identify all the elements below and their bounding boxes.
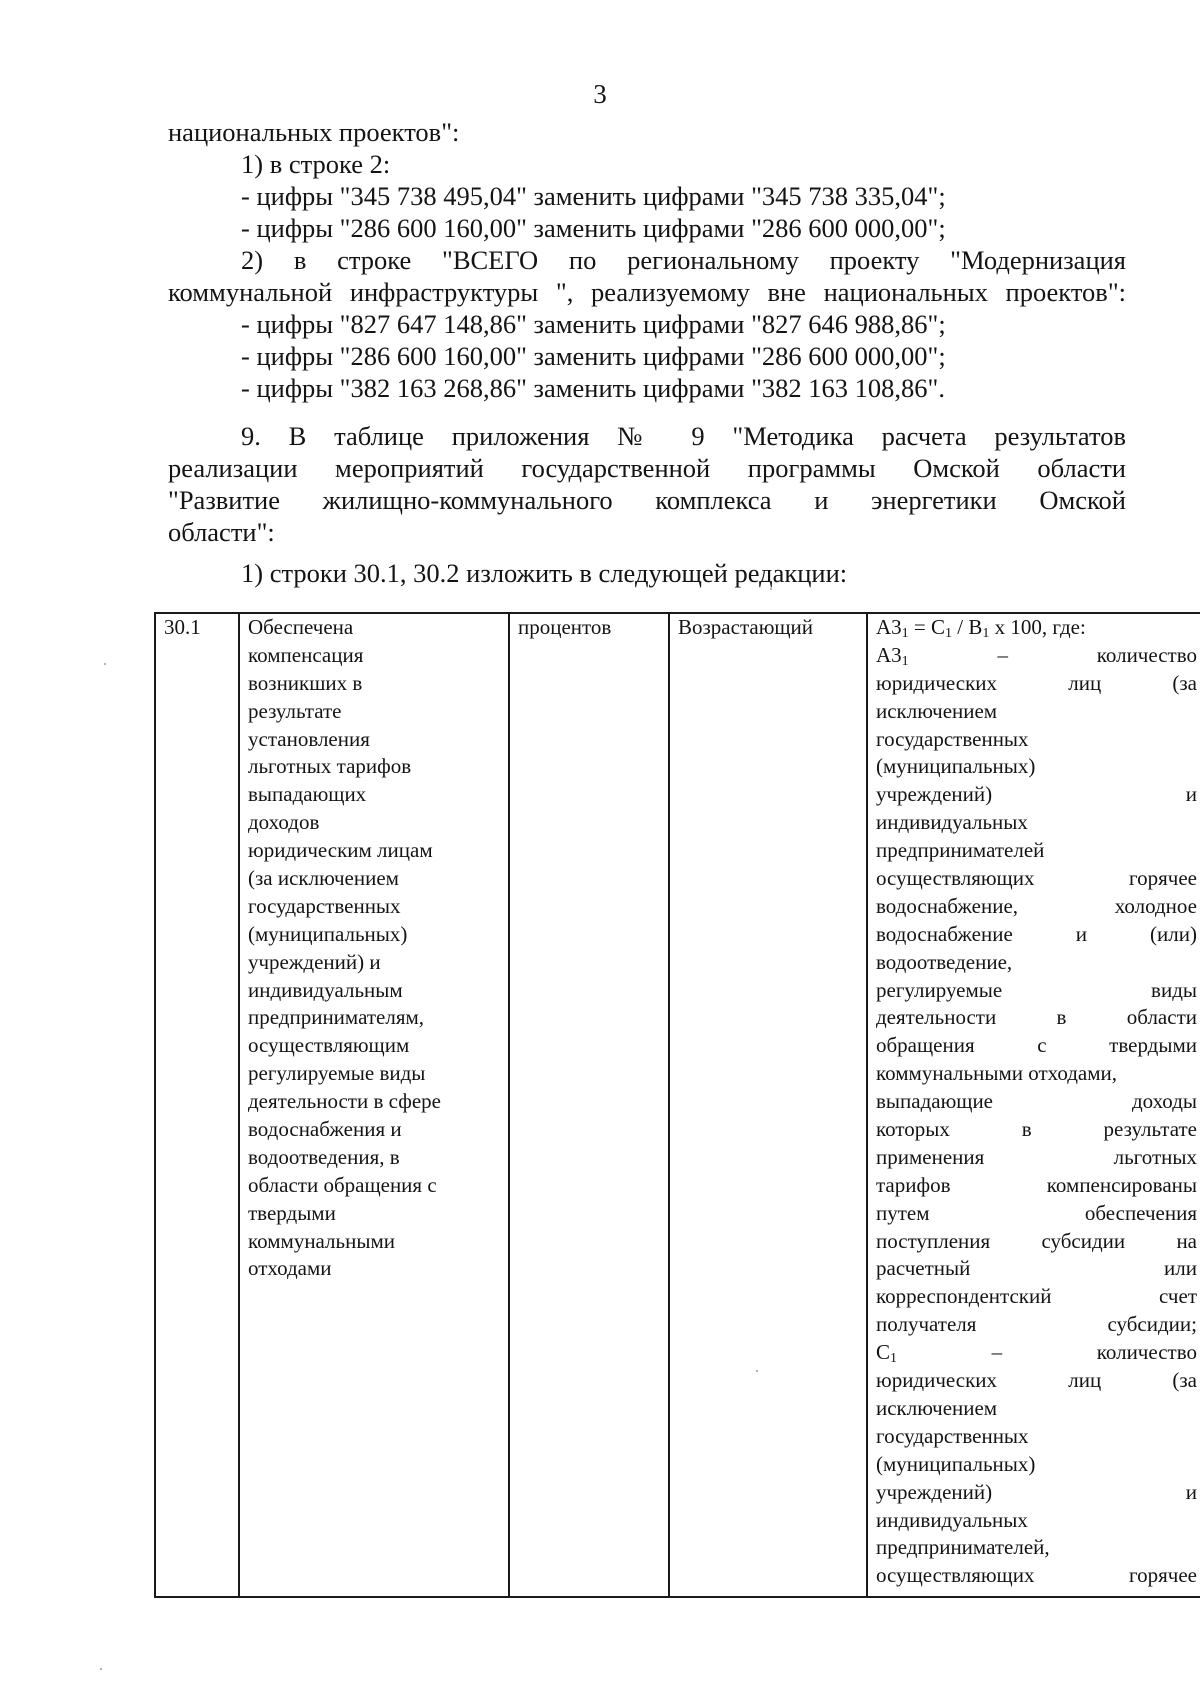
cell-line: юридических лиц (за <box>876 1368 1197 1393</box>
cell-unit: процентов <box>509 613 669 1597</box>
cell-line: компенсация <box>248 642 364 667</box>
cell-line: доходов <box>248 810 320 835</box>
cell-line: предпринимателей <box>876 838 1045 863</box>
item2-line1: 2) в строке "ВСЕГО по региональному проекту "Модернизация <box>241 245 1126 275</box>
point9-line: области": <box>168 517 275 547</box>
cell-line: водоснабжение и (или) <box>876 921 1197 946</box>
cell-line: осуществляющих горячее <box>876 866 1197 891</box>
cell-line: юридических лиц (за <box>876 670 1197 695</box>
cell-line: путем обеспечения <box>876 1200 1197 1225</box>
cell-line: индивидуальных <box>876 1507 1028 1532</box>
cell-row-number: 30.1 <box>155 613 239 1597</box>
cell-trend: Возрастающий <box>669 613 867 1597</box>
cell-line: учреждений) и <box>876 782 1197 807</box>
cell-result-name <box>239 613 509 1597</box>
methodology-table <box>154 612 1200 1598</box>
point9-line: реализации мероприятий государственной программы Омской области <box>168 453 1126 483</box>
cell-line: применения льготных <box>876 1144 1197 1169</box>
cell-line: поступления субсидии на <box>876 1228 1197 1253</box>
item2-line: - цифры "827 647 148,86" заменить цифрами "827 646 988,86"; <box>241 309 946 339</box>
cell-line: водоснабжения и <box>248 1117 402 1142</box>
cell-line: отходами <box>248 1256 332 1281</box>
cell-line: индивидуальных <box>876 810 1028 835</box>
c-definition-head: $С_1$ – количество <box>876 1340 1197 1367</box>
cell-line: осуществляющих горячее <box>876 1563 1197 1588</box>
cell-line: исключением <box>876 1395 998 1420</box>
cell-line: выпадающих <box>248 782 367 807</box>
item1-line: - цифры "286 600 160,00" заменить цифрами "286 600 000,00"; <box>241 213 946 243</box>
cell-line: юридическим лицам <box>248 838 433 863</box>
cell-line: предпринимателям, <box>248 1005 425 1030</box>
cell-line: льготных тарифов <box>248 754 412 779</box>
cell-line: государственных <box>248 893 401 918</box>
cell-line: расчетный или <box>876 1256 1197 1281</box>
scan-speck <box>104 663 106 665</box>
cell-line: тарифов компенсированы <box>876 1172 1197 1197</box>
cell-line: индивидуальным <box>248 977 403 1002</box>
result-name-lines <box>248 614 502 1283</box>
cell-line: (муниципальных) <box>248 921 408 946</box>
cell-line: обращения с твердыми <box>876 1033 1197 1058</box>
cell-line: государственных <box>876 1423 1029 1448</box>
cell-line: (муниципальных) <box>876 1451 1036 1476</box>
point9-sub: 1) строки 30.1, 30.2 изложить в следующей редакции: <box>241 558 848 588</box>
point9-line: "Развитие жилищно-коммунального комплекса и энергетики Омской <box>168 485 1126 515</box>
cell-line: (муниципальных) <box>876 754 1036 779</box>
item1-line: - цифры "345 738 495,04" заменить цифрами "345 738 335,04"; <box>241 181 946 211</box>
cell-line: регулируемые виды <box>248 1061 426 1086</box>
cell-formula <box>867 613 1200 1597</box>
cell-line: возникших в <box>248 670 363 695</box>
cell-line: установления <box>248 726 370 751</box>
scan-speck <box>756 1370 758 1372</box>
formula-line: $А3_1 = С_1 / В_1$ х 100, где: <box>876 615 1086 641</box>
a-definition-head: $А3_1$ – количество <box>876 642 1197 669</box>
cell-line: которых в результате <box>876 1117 1197 1142</box>
cell-line: коммунальными <box>248 1228 395 1253</box>
cell-line: выпадающие доходы <box>876 1089 1197 1114</box>
item1-title: 1) в строке 2: <box>241 149 391 179</box>
cell-line: корреспондентский счет <box>876 1284 1197 1309</box>
cell-line: водоснабжение, холодное <box>876 893 1197 918</box>
item2-line: - цифры "382 163 268,86" заменить цифрами "382 163 108,86". <box>241 373 945 403</box>
cell-line: деятельности в области <box>876 1005 1197 1030</box>
item2-line: - цифры "286 600 160,00" заменить цифрами "286 600 000,00"; <box>241 341 946 371</box>
intro-end: национальных проектов": <box>168 117 460 147</box>
cell-line: осуществляющим <box>248 1033 410 1058</box>
cell-line: водоотведение, <box>876 949 1013 974</box>
cell-line: государственных <box>876 726 1029 751</box>
c-definition-lines <box>876 1367 1197 1590</box>
a-definition-lines <box>876 670 1197 1339</box>
page-number: 3 <box>593 79 607 109</box>
scan-speck <box>770 588 772 590</box>
cell-line: коммунальными отходами, <box>876 1061 1118 1086</box>
table-row <box>155 613 1200 1597</box>
cell-line: твердыми <box>248 1200 336 1225</box>
cell-line: исключением <box>876 698 998 723</box>
cell-line: результате <box>248 698 342 723</box>
point9-line: 9. В таблице приложения № 9 "Методика расчета результатов <box>241 421 1126 451</box>
cell-line: водоотведения, в <box>248 1144 400 1169</box>
cell-line: Обеспечена <box>248 615 354 639</box>
cell-line: предпринимателей, <box>876 1535 1050 1560</box>
cell-line: получателя субсидии; <box>876 1312 1197 1337</box>
item2-line2: коммунальной инфраструктуры ", реализуемому вне национальных проектов": <box>168 277 1126 307</box>
cell-line: регулируемые виды <box>876 977 1197 1002</box>
cell-line: учреждений) и <box>876 1479 1197 1504</box>
scan-speck <box>100 1668 102 1670</box>
cell-line: области обращения с <box>248 1172 437 1197</box>
cell-line: (за исключением <box>248 866 399 891</box>
cell-line: деятельности в сфере <box>248 1089 441 1114</box>
cell-line: учреждений) и <box>248 949 381 974</box>
